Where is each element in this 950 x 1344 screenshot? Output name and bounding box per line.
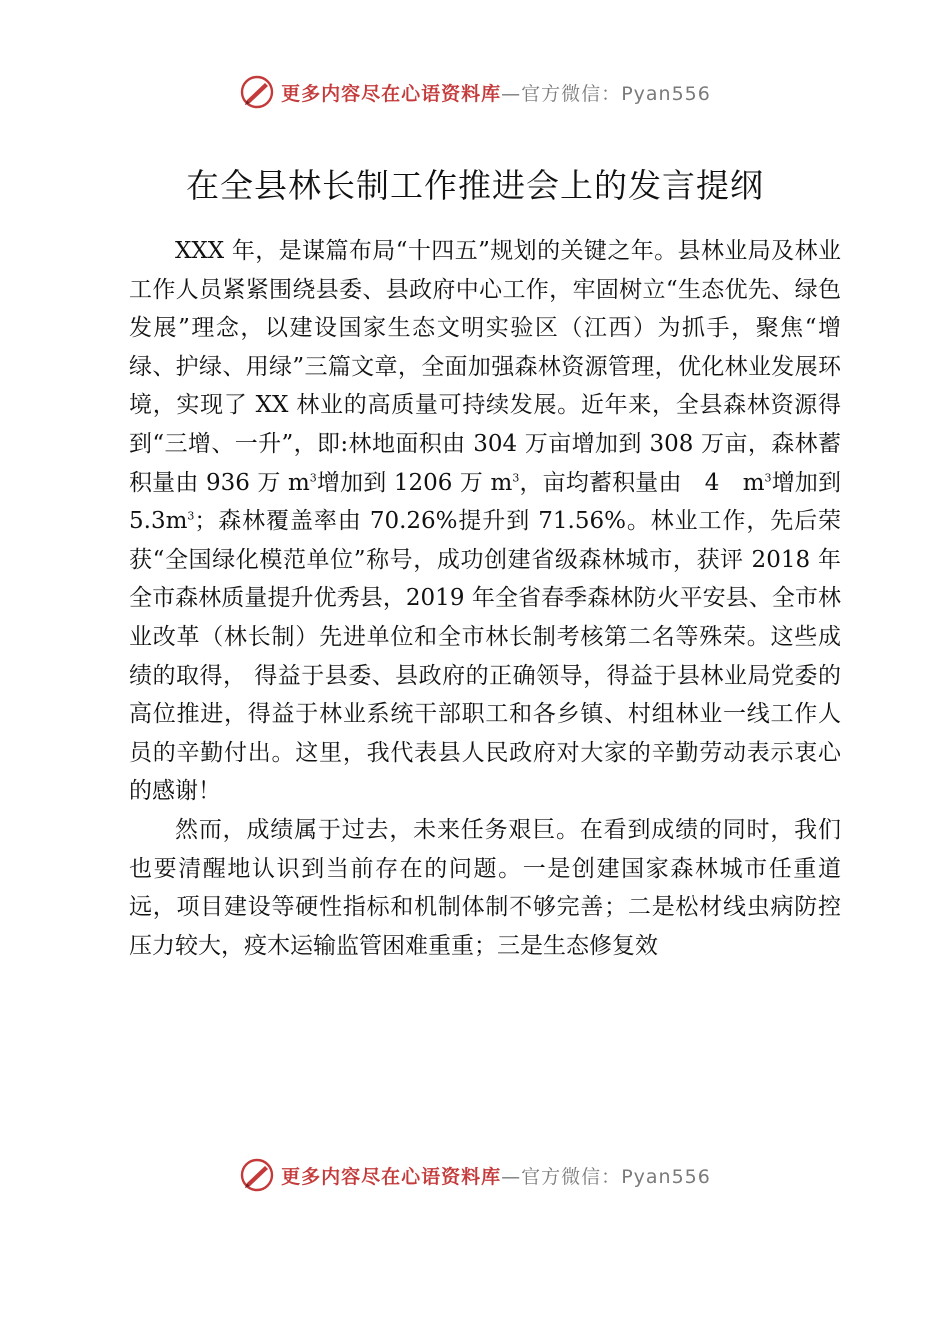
watermark-text: 更多内容尽在心语资料库—官方微信：Pyan556: [281, 1165, 711, 1188]
document-body: [129, 232, 841, 965]
pen-logo-icon: [239, 1157, 275, 1193]
paragraph: 然而，成绩属于过去，未来任务艰巨。在看到成绩的同时，我们也要清醒地认识到当前存在的问题。一是创建国家森林城市任重道远，项目建设等硬性指标和机制体制不够完善；二是松材线虫病防控压力较大，疫木运输监管困难重重；三是生态修复效: [129, 816, 841, 959]
paragraph: XXX 年，是谋篇布局“十四五”规划的关键之年。县林业局及林业工作人员紧紧围绕县委、县政府中心工作，牢固树立“生态优先、绿色发展”理念，以建设国家生态文明实验区（江西）为抓手，聚焦“增绿、护绿、用绿”三篇文章，全面加强森林资源管理，优化林业发展环境，实现了 XX 林业的高质量可持续发展。近年来，全县森林资源得到“三增、一升”，即:林地面积由 304 万亩增加到 308 万亩，森林蓄积量由 936 万 $m^3$增加到 1206 万 $m^3$，亩均蓄积量由 4 $m^3$增加到 $5.3m^3$；森林覆盖率由 70.26%提升到 71.56%。林业工作，先后荣获“全国绿化模范单位”称号，成功创建省级森林城市，获评 2018 年全市森林质量提升优秀县，2019 年全省春季森林防火平安县、全市林业改革（林长制）先进单位和全市林长制考核第二名等殊荣。这些成绩的取得， 得益于县委、县政府的正确领导，得益于县林业局党委的高位推进，得益于林业系统干部职工和各乡镇、村组林业一线工作人员的辛勤付出。这里，我代表县人民政府对大家的辛勤劳动表示衷心的感谢！: [129, 238, 842, 805]
pen-logo-icon: [239, 74, 275, 110]
header-watermark: [0, 70, 950, 114]
watermark-text: 更多内容尽在心语资料库—官方微信：Pyan556: [281, 82, 711, 105]
document-title: 在全县林长制工作推进会上的发言提纲: [186, 166, 764, 205]
footer-watermark: [0, 1153, 950, 1197]
